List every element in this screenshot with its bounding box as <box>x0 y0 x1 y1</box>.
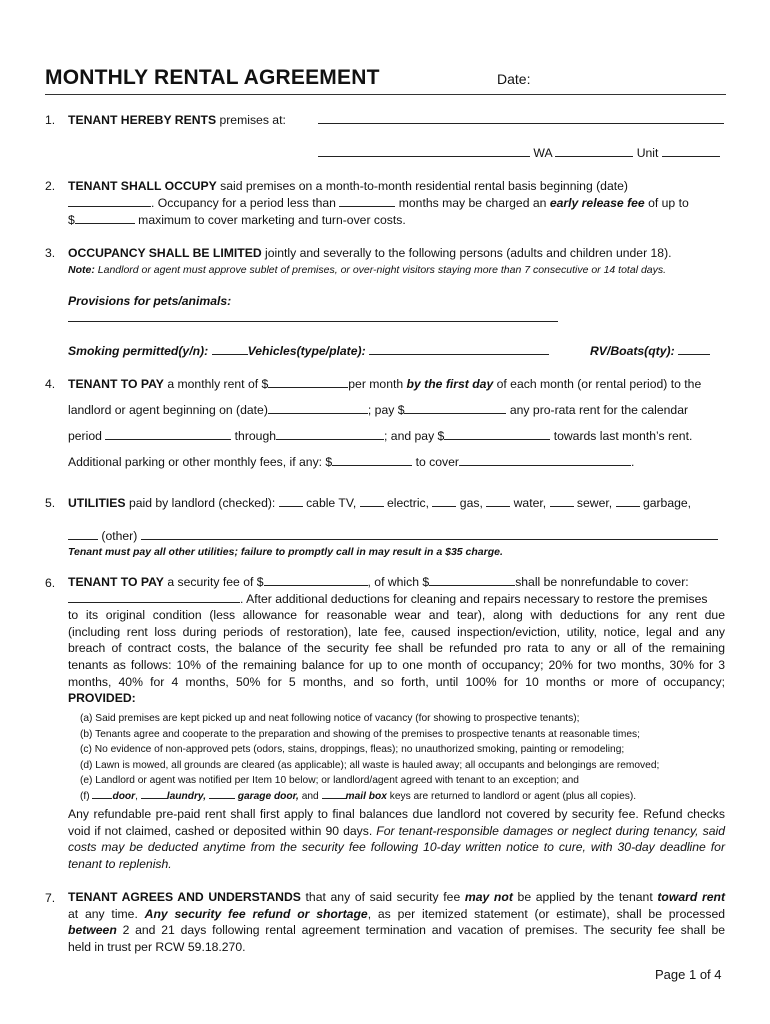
section-1-line-2: WA Unit <box>318 145 720 161</box>
section-4-line-1: TENANT TO PAY a monthly rent of $ per month by the first day of each month (or rental period) to the <box>68 377 702 391</box>
section-6-line-7: months, 40% for 4 months, 50% for 5 months, and so forth, until 100% for 10 months or more of occupancy; <box>68 674 725 689</box>
rv-line: RV/Boats(qty): <box>590 343 710 359</box>
provision-a: (a) Said premises are kept picked up and neat following notice of vacancy (for showing to prospective tenants); <box>80 713 580 724</box>
section-4-line-3: period through ; and pay $ towards last month’s rent. <box>68 429 693 443</box>
electric-check[interactable] <box>360 496 384 507</box>
garbage-check[interactable] <box>616 496 640 507</box>
section-1-heading: TENANT HEREBY RENTS <box>68 113 217 127</box>
section-3-line-smoking: Smoking permitted(y/n): Vehicles(type/plate): <box>68 343 549 359</box>
min-months-field[interactable] <box>339 196 395 207</box>
section-6-line-2: . After additional deductions for cleaning and repairs necessary to restore the premises <box>68 591 725 608</box>
section-6-line-3: to its original condition (less allowance for reasonable wear and tear), along with deductions for any rent due <box>68 608 725 623</box>
cable-check[interactable] <box>279 496 303 507</box>
last-month-field[interactable] <box>444 429 550 440</box>
section-5-line-other: (other) <box>68 528 718 544</box>
page-number: Page 1 of 4 <box>655 967 722 982</box>
section-7-body <box>68 889 725 955</box>
period-end-field[interactable] <box>276 429 384 440</box>
sewer-check[interactable] <box>550 496 574 507</box>
section-4-line-2: landlord or agent beginning on (date) ; pay $ any pro-rata rent for the calendar <box>68 403 689 417</box>
laundry-keys-field[interactable] <box>141 789 167 799</box>
section-7-line-3: between 2 and 21 days following rental agreement termination and vacation of premises. The security fee shall be <box>68 923 726 938</box>
rent-start-date-field[interactable] <box>268 403 368 414</box>
nonrefundable-field[interactable] <box>429 575 515 586</box>
section-7-line-1: TENANT AGREES AND UNDERSTANDS that any of said security fee may not be applied by the tenant toward rent <box>68 890 725 904</box>
smoking-field[interactable] <box>212 344 248 355</box>
pets-field[interactable] <box>68 311 558 322</box>
parking-cover-field[interactable] <box>459 455 631 466</box>
section-1-number: 1. <box>45 113 56 127</box>
monthly-rent-field[interactable] <box>268 377 348 388</box>
refund-line-3: costs may be deducted anytime from the security fee following 10-day written notice to cure, with 30-day deadline for <box>68 840 725 855</box>
provision-e: (e) Landlord or agent was notified per Item 10 below; or landlord/agent agreed with tenant to an exception; and <box>80 775 579 786</box>
section-7-line-2: at any time. Any security fee refund or shortage, as per itemized statement (or estimate), shall be processed <box>68 906 726 921</box>
header-rule <box>45 94 726 95</box>
pets-label: Provisions for pets/animals: <box>68 294 232 308</box>
utilities-warning: Tenant must pay all other utilities; failure to promptly call in may result in a $35 charge. <box>68 546 503 558</box>
nonrefundable-purpose-field[interactable] <box>68 592 240 603</box>
door-keys-field[interactable] <box>92 789 112 799</box>
section-7-line-4: held in trust per RCW 59.18.270. <box>68 939 246 954</box>
zip-field[interactable] <box>555 146 633 157</box>
section-3-number: 3. <box>45 246 56 260</box>
mailbox-keys-field[interactable] <box>322 789 346 799</box>
section-6-line-6: tenants as follows: 10% of the remaining balance for up to one month of occupancy; 20% for two months, 30% for 3 <box>68 657 725 672</box>
section-6-number: 6. <box>45 576 56 590</box>
section-6-line-1: TENANT TO PAY a security fee of $ , of which $ shall be nonrefundable to cover: <box>68 575 689 589</box>
section-6-line-5: breach of contract costs, the balance of the security fee shall be refunded pro rata to any or all of the remaining <box>68 641 725 656</box>
section-7-number: 7. <box>45 891 56 905</box>
premises-address-field[interactable] <box>318 113 724 124</box>
start-date-field[interactable] <box>68 196 151 207</box>
section-3-line-1: OCCUPANCY SHALL BE LIMITED jointly and severally to the following persons (adults and children under 18). <box>68 246 672 260</box>
section-2-line-2: . Occupancy for a period less than months may be charged an early release fee of up to <box>68 195 689 211</box>
section-5-line-1: UTILITIES paid by landlord (checked): cable TV, electric, gas, water, sewer, garbage, <box>68 496 692 510</box>
section-6-refund <box>68 806 725 872</box>
prorata-field[interactable] <box>404 403 506 414</box>
other-utility-field[interactable] <box>141 529 718 540</box>
section-2-line-1: TENANT SHALL OCCUPY said premises on a month-to-month residential rental basis beginning (date) <box>68 179 628 193</box>
other-check[interactable] <box>68 529 98 540</box>
gas-check[interactable] <box>432 496 456 507</box>
provision-b: (b) Tenants agree and cooperate to the preparation and showing of the premises to prospective tenants at reasonable times; <box>80 729 640 740</box>
provision-c: (c) No evidence of non-approved pets (odors, stains, droppings, fleas); no unauthorized smoking, painting or remodeling; <box>80 744 625 755</box>
parking-fee-field[interactable] <box>332 455 412 466</box>
refund-line-4: tenant to replenish. <box>68 856 172 871</box>
vehicles-field[interactable] <box>369 344 549 355</box>
water-check[interactable] <box>486 496 510 507</box>
date-label: Date: <box>497 71 531 87</box>
provision-d: (d) Lawn is mowed, all grounds are cleared (as applicable); all waste is hauled away; all occupants and belongings are removed; <box>80 760 660 771</box>
period-start-field[interactable] <box>105 429 231 440</box>
city-field[interactable] <box>318 146 530 157</box>
provision-f: (f) door, laundry, garage door, and mail box keys are returned to landlord or agent (plus all copies). <box>80 791 637 802</box>
refund-line-1: Any refundable pre-paid rent shall first apply to final balances due landlord not covered by security fee. Refund checks <box>68 807 725 821</box>
section-6-line-4: (including rent loss during periods of restoration), late fee, caused inspection/eviction, utility, notice, legal and any <box>68 624 725 639</box>
unit-field[interactable] <box>662 146 720 157</box>
section-3-note: Note: Landlord or agent must approve sublet of premises, or over-night visitors staying more than 7 consecutive or 14 total days. <box>68 264 667 276</box>
section-2-line-3: $ maximum to cover marketing and turn-over costs. <box>68 213 406 227</box>
section-1-line: TENANT HEREBY RENTS premises at: <box>68 113 286 127</box>
section-4-line-4: Additional parking or other monthly fees, if any: $ to cover . <box>68 455 635 469</box>
rv-field[interactable] <box>678 344 710 355</box>
section-6-body <box>68 574 725 707</box>
refund-line-2: void if not claimed, cashed or deposited within 90 days. For tenant-responsible damages or neglect during tenancy, said <box>68 823 725 838</box>
section-5-number: 5. <box>45 496 56 510</box>
section-4-number: 4. <box>45 377 56 391</box>
document-title: MONTHLY RENTAL AGREEMENT <box>45 66 380 89</box>
security-fee-field[interactable] <box>264 575 368 586</box>
early-release-fee-field[interactable] <box>75 213 135 224</box>
garage-keys-field[interactable] <box>209 789 235 799</box>
provided-label: PROVIDED: <box>68 691 136 706</box>
section-2-number: 2. <box>45 179 56 193</box>
